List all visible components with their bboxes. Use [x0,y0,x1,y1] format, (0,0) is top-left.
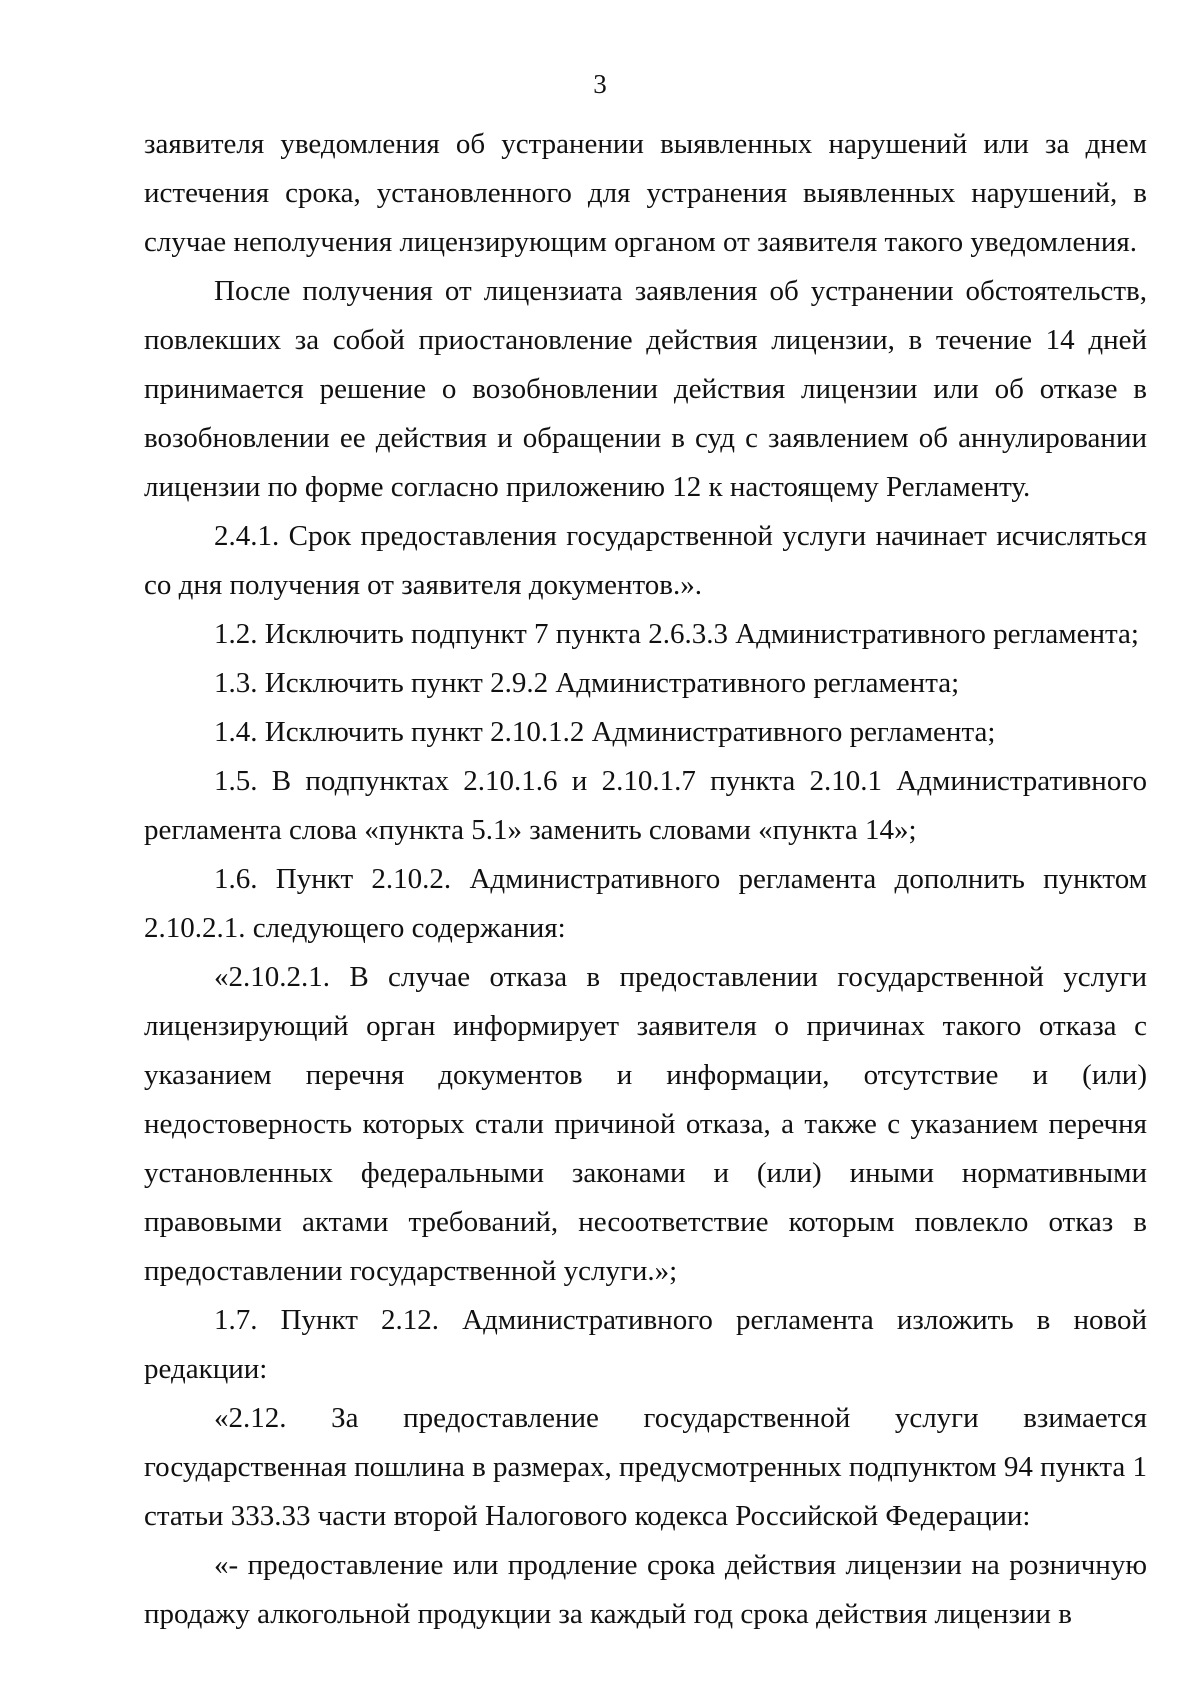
paragraph-3: 2.4.1. Срок предоставления государственной услуги начинает исчисляться со дня получения от заявителя документов.». [144,520,1147,601]
paragraph-5: 1.3. Исключить пункт 2.9.2 Административного регламента; [214,667,960,699]
paragraph-1: заявителя уведомления об устранении выявленных нарушений или за днем истечения срока, установленного для устранения выявленных нарушений, в случае неполучения лицензирующим органом от заявителя такого уведомления. [144,128,1147,258]
paragraph-6: 1.4. Исключить пункт 2.10.1.2 Административного регламента; [214,716,996,748]
paragraph-10: 1.7. Пункт 2.12. Административного регламента изложить в новой редакции: [144,1304,1147,1385]
paragraph-9: «2.10.2.1. В случае отказа в предоставлении государственной услуги лицензирующий орган информирует заявителя о причинах такого отказа с указанием перечня документов и информации, отсутствие и (или) недостоверность которых стали причиной отказа, а также с указанием перечня установленных федеральными законами и (или) иными нормативными правовыми актами требований, несоответствие которым повлекло отказ в предоставлении государственной услуги.»; [144,961,1147,1287]
paragraph-7: 1.5. В подпунктах 2.10.1.6 и 2.10.1.7 пункта 2.10.1 Административного регламента слова «пункта 5.1» заменить словами «пункта 14»; [144,765,1147,846]
page-number: 3 [593,69,607,99]
paragraph-4: 1.2. Исключить подпункт 7 пункта 2.6.3.3 Административного регламента; [214,618,1139,650]
document-body [144,120,1147,1639]
paragraph-8: 1.6. Пункт 2.10.2. Административного регламента дополнить пунктом 2.10.2.1. следующего содержания: [144,863,1147,944]
paragraph-11: «2.12. За предоставление государственной услуги взимается государственная пошлина в размерах, предусмотренных подпунктом 94 пункта 1 статьи 333.33 части второй Налогового кодекса Российской Федерации: [144,1402,1148,1532]
paragraph-12: «- предоставление или продление срока действия лицензии на розничную продажу алкогольной продукции за каждый год срока действия лицензии в [144,1549,1147,1630]
paragraph-2: После получения от лицензиата заявления об устранении обстоятельств, повлекших за собой приостановление действия лицензии, в течение 14 дней принимается решение о возобновлении действия лицензии или об отказе в возобновлении ее действия и обращении в суд с заявлением об аннулировании лицензии по форме согласно приложению 12 к настоящему Регламенту. [144,275,1147,503]
